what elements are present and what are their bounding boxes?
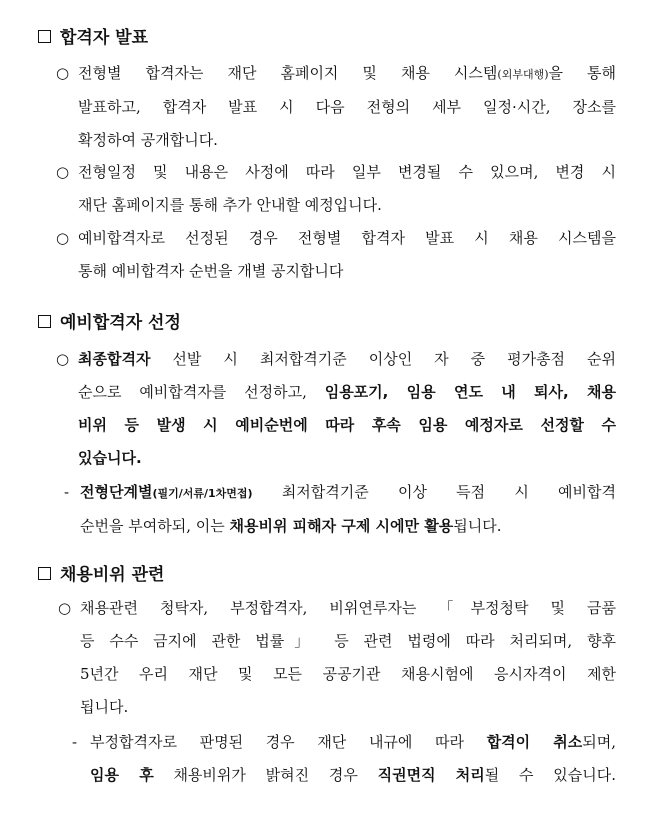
text-line: 등 수수 금지에 관한 법률」 등 관련 법령에 따라 처리되며, 향후: [80, 632, 616, 650]
section-heading-reserve: 예비합격자 선정: [38, 311, 181, 335]
section-heading-misconduct: 채용비위 관련: [38, 563, 164, 587]
bullet-item: [56, 343, 616, 475]
dash-item: [72, 726, 616, 792]
text-line: 최종합격자 선발 시 최저합격기준 이상인 자 중 평가총점 순위: [78, 350, 616, 368]
text-line: 전형일정 및 내용은 사정에 따라 일부 변경될 수 있으며, 변경 시: [78, 163, 616, 181]
bullet-item: [58, 592, 616, 724]
text-line: 됩니다.: [80, 698, 129, 716]
text-line: 통해 예비합격자 순번을 개별 공지합니다: [78, 262, 344, 280]
text-line: 채용관련 청탁자, 부정합격자, 비위연루자는 「부정청탁 및 금품: [80, 599, 616, 617]
bullet-item: [56, 57, 617, 157]
circle-bullet-icon: ○: [58, 599, 72, 617]
dash-item: [64, 476, 616, 543]
circle-bullet-icon: ○: [56, 229, 70, 247]
square-bullet-icon: [38, 567, 51, 580]
text-line: 비위 등 발생 시 예비순번에 따라 후속 임용 예정자로 선정할 수: [78, 416, 616, 434]
square-bullet-icon: [38, 315, 51, 328]
square-bullet-icon: [38, 30, 51, 43]
section-heading-announcement: 합격자 발표: [38, 26, 148, 50]
text-line: 순번을 부여하되, 이는 채용비위 피해자 구제 시에만 활용됩니다.: [80, 517, 502, 535]
text-line: 순으로 예비합격자를 선정하고, 임용포기, 임용 연도 내 퇴사, 채용: [78, 383, 616, 401]
text-line: 5년간 우리 재단 및 모든 공공기관 채용시험에 응시자격이 제한: [80, 665, 616, 683]
bullet-item: [56, 222, 616, 288]
circle-bullet-icon: ○: [56, 64, 70, 82]
text-line: 있습니다.: [78, 449, 142, 467]
text-line: 전형별 합격자는 재단 홈페이지 및 채용 시스템(외부대행)을 통해: [78, 64, 617, 82]
text-line: 전형단계별(필기/서류/1차면접) 최저합격기준 이상 득점 시 예비합격: [80, 483, 616, 501]
circle-bullet-icon: ○: [56, 163, 70, 181]
text-line: 예비합격자로 선정된 경우 전형별 합격자 발표 시 채용 시스템을: [78, 229, 616, 247]
dash-bullet-icon: -: [64, 483, 70, 501]
text-line: 부정합격자로 판명된 경우 재단 내규에 따라 합격이 취소되며,: [90, 733, 616, 751]
text-line: 임용 후 채용비위가 밝혀진 경우 직권면직 처리될 수 있습니다.: [90, 766, 616, 784]
text-line: 확정하여 공개합니다.: [78, 131, 218, 149]
circle-bullet-icon: ○: [56, 350, 70, 368]
text-line: 발표하고, 합격자 발표 시 다음 전형의 세부 일정·시간, 장소를: [78, 98, 616, 116]
dash-bullet-icon: -: [72, 733, 78, 751]
bullet-item: [56, 156, 616, 222]
text-line: 재단 홈페이지를 통해 추가 안내할 예정입니다.: [78, 196, 382, 214]
